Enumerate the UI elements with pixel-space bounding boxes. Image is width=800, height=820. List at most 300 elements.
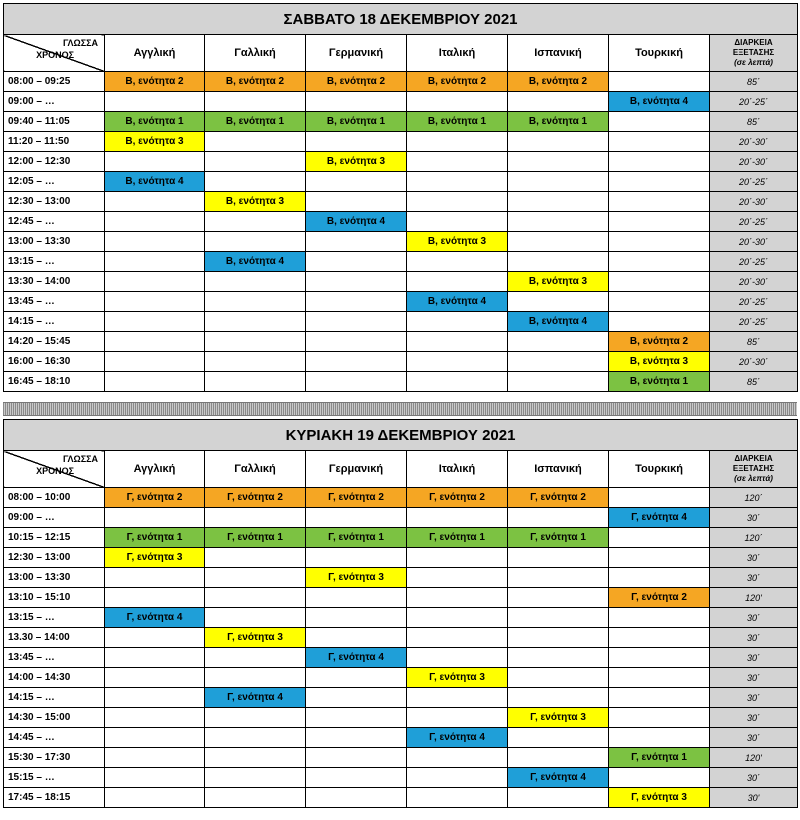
empty-cell [609, 172, 710, 192]
empty-cell [105, 508, 205, 528]
empty-cell [609, 112, 710, 132]
empty-cell [306, 768, 407, 788]
empty-cell [105, 212, 205, 232]
empty-cell [508, 152, 609, 172]
empty-cell [306, 608, 407, 628]
table-row [4, 728, 798, 748]
duration-cell: 120' [710, 748, 798, 768]
table-row [4, 132, 798, 152]
header-row [4, 451, 798, 488]
duration-cell: 30΄ [710, 568, 798, 588]
empty-cell [306, 788, 407, 808]
empty-cell [609, 568, 710, 588]
empty-cell [609, 548, 710, 568]
duration-cell: 20΄-30΄ [710, 352, 798, 372]
table-row [4, 528, 798, 548]
time-slot: 12:30 – 13:00 [4, 192, 105, 212]
empty-cell [205, 568, 306, 588]
exam-cell: Γ, ενότητα 4 [306, 648, 407, 668]
language-header: Ιταλική [407, 35, 508, 72]
table-row [4, 232, 798, 252]
empty-cell [407, 648, 508, 668]
empty-cell [609, 728, 710, 748]
table-row [4, 628, 798, 648]
empty-cell [508, 192, 609, 212]
table-row [4, 688, 798, 708]
time-slot: 12:45 – … [4, 212, 105, 232]
duration-cell: 20΄-30΄ [710, 272, 798, 292]
empty-cell [407, 628, 508, 648]
exam-cell: Β, ενότητα 4 [407, 292, 508, 312]
empty-cell [306, 688, 407, 708]
corner-time-label: ΧΡΟΝΟΣ [36, 50, 74, 60]
empty-cell [306, 192, 407, 212]
empty-cell [609, 488, 710, 508]
empty-cell [407, 192, 508, 212]
language-header: Ισπανική [508, 35, 609, 72]
empty-cell [407, 608, 508, 628]
empty-cell [609, 628, 710, 648]
empty-cell [508, 548, 609, 568]
empty-cell [306, 728, 407, 748]
table-row [4, 192, 798, 212]
exam-cell: Γ, ενότητα 4 [508, 768, 609, 788]
empty-cell [105, 568, 205, 588]
time-slot: 14:15 – … [4, 688, 105, 708]
exam-cell: Β, ενότητα 4 [105, 172, 205, 192]
empty-cell [105, 372, 205, 392]
duration-header [710, 451, 798, 488]
empty-cell [105, 768, 205, 788]
table-row [4, 152, 798, 172]
exam-cell: Γ, ενότητα 2 [306, 488, 407, 508]
table-row [4, 488, 798, 508]
duration-cell: 30' [710, 788, 798, 808]
table-row [4, 352, 798, 372]
exam-cell: Γ, ενότητα 1 [205, 528, 306, 548]
empty-cell [508, 172, 609, 192]
duration-cell: 30΄ [710, 708, 798, 728]
empty-cell [508, 648, 609, 668]
empty-cell [508, 728, 609, 748]
corner-language-label: ΓΛΩΣΣΑ [63, 454, 98, 464]
language-header: Γαλλική [205, 35, 306, 72]
exam-cell: Γ, ενότητα 3 [407, 668, 508, 688]
exam-cell: Γ, ενότητα 1 [508, 528, 609, 548]
language-header: Ισπανική [508, 451, 609, 488]
duration-cell: 120΄ [710, 528, 798, 548]
exam-cell: Β, ενότητα 3 [407, 232, 508, 252]
empty-cell [105, 648, 205, 668]
empty-cell [306, 508, 407, 528]
empty-cell [508, 232, 609, 252]
exam-cell: Β, ενότητα 1 [105, 112, 205, 132]
empty-cell [205, 292, 306, 312]
time-slot: 13:10 – 15:10 [4, 588, 105, 608]
exam-cell: Γ, ενότητα 4 [105, 608, 205, 628]
day-title: ΣΑΒΒΑΤΟ 18 ΔΕΚΕΜΒΡΙΟΥ 2021 [4, 4, 798, 35]
time-slot: 08:00 – 10:00 [4, 488, 105, 508]
time-slot: 12:30 – 13:00 [4, 548, 105, 568]
empty-cell [508, 668, 609, 688]
empty-cell [508, 608, 609, 628]
table-row [4, 668, 798, 688]
duration-cell: 20΄-30΄ [710, 232, 798, 252]
empty-cell [306, 588, 407, 608]
duration-header-line: ΔΙΑΡΚΕΙΑ [734, 38, 773, 47]
table-row [4, 332, 798, 352]
duration-cell: 30΄ [710, 768, 798, 788]
duration-header [710, 35, 798, 72]
empty-cell [609, 232, 710, 252]
empty-cell [508, 508, 609, 528]
empty-cell [105, 352, 205, 372]
empty-cell [508, 688, 609, 708]
time-slot: 09:40 – 11:05 [4, 112, 105, 132]
empty-cell [508, 132, 609, 152]
exam-cell: Β, ενότητα 2 [306, 72, 407, 92]
empty-cell [407, 272, 508, 292]
exam-cell: Γ, ενότητα 2 [508, 488, 609, 508]
empty-cell [609, 132, 710, 152]
empty-cell [205, 132, 306, 152]
table-row [4, 272, 798, 292]
empty-cell [407, 788, 508, 808]
empty-cell [609, 292, 710, 312]
empty-cell [407, 568, 508, 588]
time-slot: 13:30 – 14:00 [4, 272, 105, 292]
empty-cell [508, 588, 609, 608]
empty-cell [609, 648, 710, 668]
exam-cell: Β, ενότητα 2 [508, 72, 609, 92]
empty-cell [306, 352, 407, 372]
empty-cell [407, 508, 508, 528]
table-row [4, 608, 798, 628]
time-slot: 14:20 – 15:45 [4, 332, 105, 352]
empty-cell [205, 332, 306, 352]
exam-cell: Β, ενότητα 2 [205, 72, 306, 92]
empty-cell [508, 628, 609, 648]
table-row [4, 292, 798, 312]
empty-cell [205, 708, 306, 728]
language-header: Αγγλική [105, 451, 205, 488]
exam-cell: Γ, ενότητα 3 [609, 788, 710, 808]
empty-cell [105, 312, 205, 332]
duration-cell: 20΄-30΄ [710, 192, 798, 212]
table-row [4, 788, 798, 808]
empty-cell [205, 172, 306, 192]
duration-cell: 20΄-25΄ [710, 252, 798, 272]
empty-cell [407, 332, 508, 352]
exam-cell: Γ, ενότητα 1 [609, 748, 710, 768]
empty-cell [306, 748, 407, 768]
duration-header-line: ΕΞΕΤΑΣΗΣ [732, 48, 775, 57]
time-slot: 17:45 – 18:15 [4, 788, 105, 808]
empty-cell [407, 92, 508, 112]
empty-cell [306, 272, 407, 292]
duration-cell: 30΄ [710, 608, 798, 628]
exam-cell: Γ, ενότητα 3 [205, 628, 306, 648]
empty-cell [609, 252, 710, 272]
table-row [4, 768, 798, 788]
time-slot: 09:00 – … [4, 508, 105, 528]
time-slot: 13:15 – … [4, 608, 105, 628]
corner-header [4, 451, 105, 488]
empty-cell [105, 668, 205, 688]
time-slot: 13:45 – … [4, 648, 105, 668]
exam-cell: Γ, ενότητα 4 [407, 728, 508, 748]
empty-cell [609, 668, 710, 688]
exam-cell: Γ, ενότητα 4 [205, 688, 306, 708]
time-slot: 14:15 – … [4, 312, 105, 332]
empty-cell [205, 152, 306, 172]
time-slot: 14:45 – … [4, 728, 105, 748]
exam-cell: Γ, ενότητα 1 [105, 528, 205, 548]
exam-cell: Β, ενότητα 1 [407, 112, 508, 132]
duration-cell: 85΄ [710, 72, 798, 92]
empty-cell [205, 352, 306, 372]
empty-cell [407, 312, 508, 332]
time-slot: 15:30 – 17:30 [4, 748, 105, 768]
exam-cell: Γ, ενότητα 3 [508, 708, 609, 728]
duration-cell: 30΄ [710, 668, 798, 688]
empty-cell [508, 568, 609, 588]
saturday-schedule [3, 3, 797, 392]
time-slot: 13:15 – … [4, 252, 105, 272]
empty-cell [205, 588, 306, 608]
title-row [4, 4, 798, 35]
time-slot: 09:00 – … [4, 92, 105, 112]
exam-cell: Β, ενότητα 3 [508, 272, 609, 292]
empty-cell [306, 292, 407, 312]
empty-cell [105, 292, 205, 312]
exam-cell: Β, ενότητα 1 [306, 112, 407, 132]
table-row [4, 508, 798, 528]
language-header: Ιταλική [407, 451, 508, 488]
time-slot: 15:15 – … [4, 768, 105, 788]
empty-cell [105, 232, 205, 252]
table-row [4, 112, 798, 132]
table-row [4, 648, 798, 668]
day-title: ΚΥΡΙΑΚΗ 19 ΔΕΚΕΜΒΡΙΟΥ 2021 [4, 420, 798, 451]
exam-cell: Γ, ενότητα 3 [306, 568, 407, 588]
language-header: Γαλλική [205, 451, 306, 488]
empty-cell [105, 748, 205, 768]
exam-cell: Γ, ενότητα 1 [306, 528, 407, 548]
empty-cell [105, 788, 205, 808]
empty-cell [105, 628, 205, 648]
empty-cell [609, 192, 710, 212]
empty-cell [105, 272, 205, 292]
language-header: Τουρκική [609, 451, 710, 488]
exam-cell: Β, ενότητα 2 [609, 332, 710, 352]
empty-cell [105, 688, 205, 708]
empty-cell [508, 292, 609, 312]
empty-cell [407, 152, 508, 172]
time-slot: 16:00 – 16:30 [4, 352, 105, 372]
empty-cell [508, 788, 609, 808]
duration-cell: 30΄ [710, 648, 798, 668]
header-row [4, 35, 798, 72]
duration-cell: 20΄-25΄ [710, 292, 798, 312]
empty-cell [105, 92, 205, 112]
empty-cell [306, 372, 407, 392]
empty-cell [105, 192, 205, 212]
time-slot: 13:00 – 13:30 [4, 568, 105, 588]
duration-cell: 30΄ [710, 508, 798, 528]
exam-cell: Β, ενότητα 3 [105, 132, 205, 152]
table-row [4, 172, 798, 192]
empty-cell [306, 312, 407, 332]
empty-cell [205, 668, 306, 688]
corner-time-label: ΧΡΟΝΟΣ [36, 466, 74, 476]
language-header: Γερμανική [306, 35, 407, 72]
exam-cell: Β, ενότητα 2 [105, 72, 205, 92]
duration-cell: 20΄-30΄ [710, 152, 798, 172]
exam-cell: Β, ενότητα 3 [205, 192, 306, 212]
empty-cell [306, 708, 407, 728]
table-row [4, 92, 798, 112]
empty-cell [508, 372, 609, 392]
empty-cell [508, 252, 609, 272]
empty-cell [205, 372, 306, 392]
empty-cell [205, 648, 306, 668]
duration-cell: 20΄-25΄ [710, 312, 798, 332]
table-row [4, 312, 798, 332]
table-row [4, 372, 798, 392]
empty-cell [306, 92, 407, 112]
exam-cell: Β, ενότητα 1 [609, 372, 710, 392]
exam-cell: Γ, ενότητα 3 [105, 548, 205, 568]
schedule-table [3, 419, 798, 808]
time-slot: 10:15 – 12:15 [4, 528, 105, 548]
language-header: Γερμανική [306, 451, 407, 488]
duration-header-line: ΔΙΑΡΚΕΙΑ [734, 454, 773, 463]
empty-cell [407, 132, 508, 152]
duration-cell: 85΄ [710, 372, 798, 392]
exam-cell: Γ, ενότητα 2 [407, 488, 508, 508]
empty-cell [508, 748, 609, 768]
table-row [4, 548, 798, 568]
empty-cell [407, 372, 508, 392]
time-slot: 13.30 – 14:00 [4, 628, 105, 648]
corner-language-label: ΓΛΩΣΣΑ [63, 38, 98, 48]
empty-cell [609, 768, 710, 788]
empty-cell [306, 548, 407, 568]
empty-cell [609, 528, 710, 548]
empty-cell [407, 768, 508, 788]
empty-cell [205, 788, 306, 808]
duration-header-line: (σε λεπτά) [734, 58, 773, 67]
exam-cell: Β, ενότητα 4 [306, 212, 407, 232]
empty-cell [205, 232, 306, 252]
empty-cell [205, 312, 306, 332]
corner-header [4, 35, 105, 72]
empty-cell [609, 608, 710, 628]
empty-cell [407, 212, 508, 232]
empty-cell [105, 708, 205, 728]
exam-cell: Β, ενότητα 1 [205, 112, 306, 132]
empty-cell [609, 688, 710, 708]
empty-cell [508, 92, 609, 112]
duration-cell: 30΄ [710, 688, 798, 708]
empty-cell [609, 212, 710, 232]
empty-cell [205, 212, 306, 232]
table-row [4, 748, 798, 768]
empty-cell [306, 232, 407, 252]
empty-cell [609, 272, 710, 292]
empty-cell [508, 332, 609, 352]
time-slot: 13:00 – 13:30 [4, 232, 105, 252]
table-row [4, 72, 798, 92]
empty-cell [609, 152, 710, 172]
duration-cell: 120' [710, 588, 798, 608]
duration-cell: 30΄ [710, 628, 798, 648]
empty-cell [306, 252, 407, 272]
table-row [4, 212, 798, 232]
empty-cell [508, 212, 609, 232]
empty-cell [609, 72, 710, 92]
empty-cell [105, 728, 205, 748]
duration-cell: 20΄-25΄ [710, 172, 798, 192]
exam-cell: Γ, ενότητα 4 [609, 508, 710, 528]
exam-cell: Γ, ενότητα 2 [105, 488, 205, 508]
duration-header-line: (σε λεπτά) [734, 474, 773, 483]
empty-cell [407, 172, 508, 192]
empty-cell [105, 252, 205, 272]
time-slot: 16:45 – 18:10 [4, 372, 105, 392]
empty-cell [306, 332, 407, 352]
exam-cell: Β, ενότητα 4 [508, 312, 609, 332]
time-slot: 13:45 – … [4, 292, 105, 312]
duration-cell: 30΄ [710, 728, 798, 748]
sunday-schedule [3, 419, 797, 808]
section-separator [3, 402, 797, 416]
duration-cell: 120΄ [710, 488, 798, 508]
duration-cell: 85΄ [710, 112, 798, 132]
empty-cell [407, 252, 508, 272]
empty-cell [205, 272, 306, 292]
exam-cell: Γ, ενότητα 1 [407, 528, 508, 548]
empty-cell [105, 332, 205, 352]
exam-cell: Β, ενότητα 2 [407, 72, 508, 92]
empty-cell [205, 92, 306, 112]
empty-cell [105, 152, 205, 172]
empty-cell [407, 352, 508, 372]
duration-header-line: ΕΞΕΤΑΣΗΣ [732, 464, 775, 473]
time-slot: 14:00 – 14:30 [4, 668, 105, 688]
schedule-table [3, 3, 798, 392]
empty-cell [205, 728, 306, 748]
empty-cell [105, 588, 205, 608]
empty-cell [205, 548, 306, 568]
empty-cell [205, 608, 306, 628]
empty-cell [306, 668, 407, 688]
empty-cell [508, 352, 609, 372]
empty-cell [306, 628, 407, 648]
time-slot: 14:30 – 15:00 [4, 708, 105, 728]
time-slot: 12:05 – … [4, 172, 105, 192]
empty-cell [407, 708, 508, 728]
empty-cell [306, 132, 407, 152]
table-row [4, 708, 798, 728]
exam-cell: Β, ενότητα 3 [609, 352, 710, 372]
exam-cell: Β, ενότητα 3 [306, 152, 407, 172]
time-slot: 11:20 – 11:50 [4, 132, 105, 152]
empty-cell [609, 312, 710, 332]
duration-cell: 20΄-30΄ [710, 132, 798, 152]
language-header: Τουρκική [609, 35, 710, 72]
